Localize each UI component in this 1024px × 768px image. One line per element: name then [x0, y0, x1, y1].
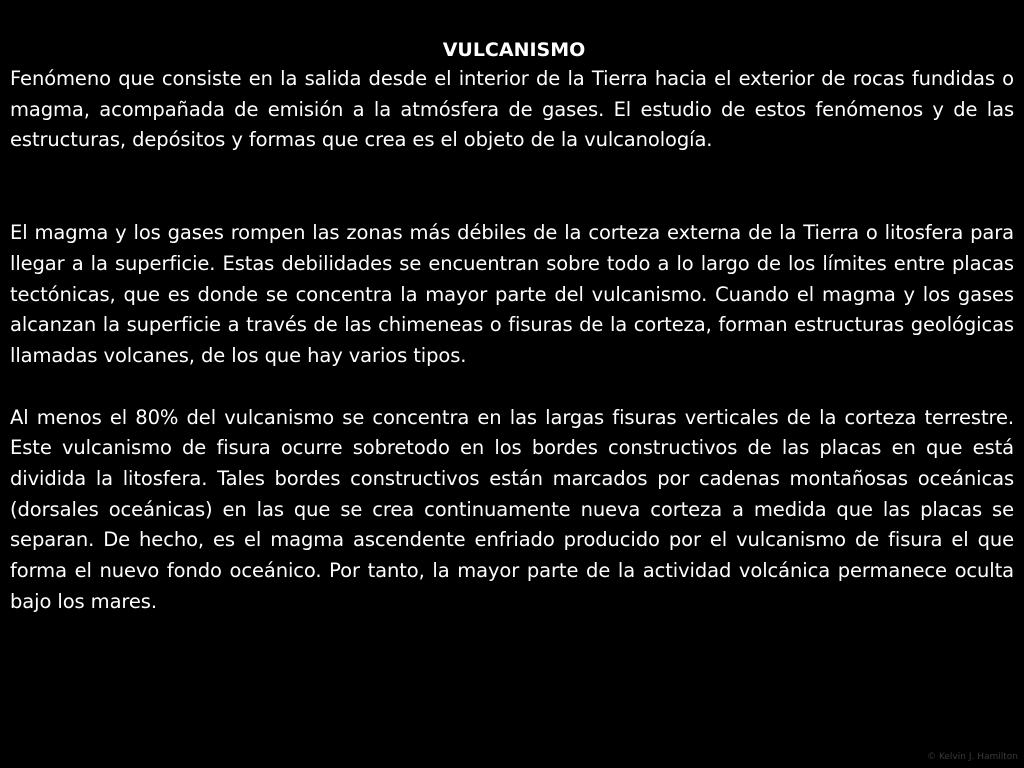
paragraph-spacer	[10, 372, 1014, 403]
paragraph-definition: Fenómeno que consiste en la salida desde el interior de la Tierra hacia el exterior de rocas fundidas o magma, acompañada de emisión a la atmósfera de gases. El estudio de estos fenómenos y de las estructuras, depósitos y formas que crea es el objeto de la vulcanología.	[10, 67, 1014, 152]
paragraph-fissure-volcanism: Al menos el 80% del vulcanismo se concentra en las largas fisuras verticales de la corteza terrestre. Este vulcanismo de fisura ocurre sobretodo en los bordes constructivos de las placas en que está dividida la litosfera. Tales bordes constructivos están marcados por cadenas montañosas oceánicas (dorsales oceánicas) en las que se crea continuamente nueva corteza a medida que las placas se separan. De hecho, es el magma ascendente enfriado producido por el vulcanismo de fisura el que forma el nuevo fondo oceánico. Por tanto, la mayor parte de la actividad volcánica permanece oculta bajo los mares.	[10, 405, 1014, 613]
watermark: © Kelvin J. Hamilton	[927, 752, 1018, 762]
paragraph-magma-gases: El magma y los gases rompen las zonas más débiles de la corteza externa de la Tierra o litosfera para llegar a la superficie. Estas debilidades se encuentran sobre todo a lo largo de los límites entre placas tectónicas, que es donde se concentra la mayor parte del vulcanismo. Cuando el magma y los gases alcanzan la superficie a través de las chimeneas o fisuras de la corteza, forman estructuras geológicas llamadas volcanes, de los que hay varios tipos.	[10, 221, 1014, 367]
paragraph-spacer	[10, 156, 1014, 218]
slide-title: VULCANISMO	[442, 39, 586, 61]
slide-content	[10, 36, 1014, 618]
